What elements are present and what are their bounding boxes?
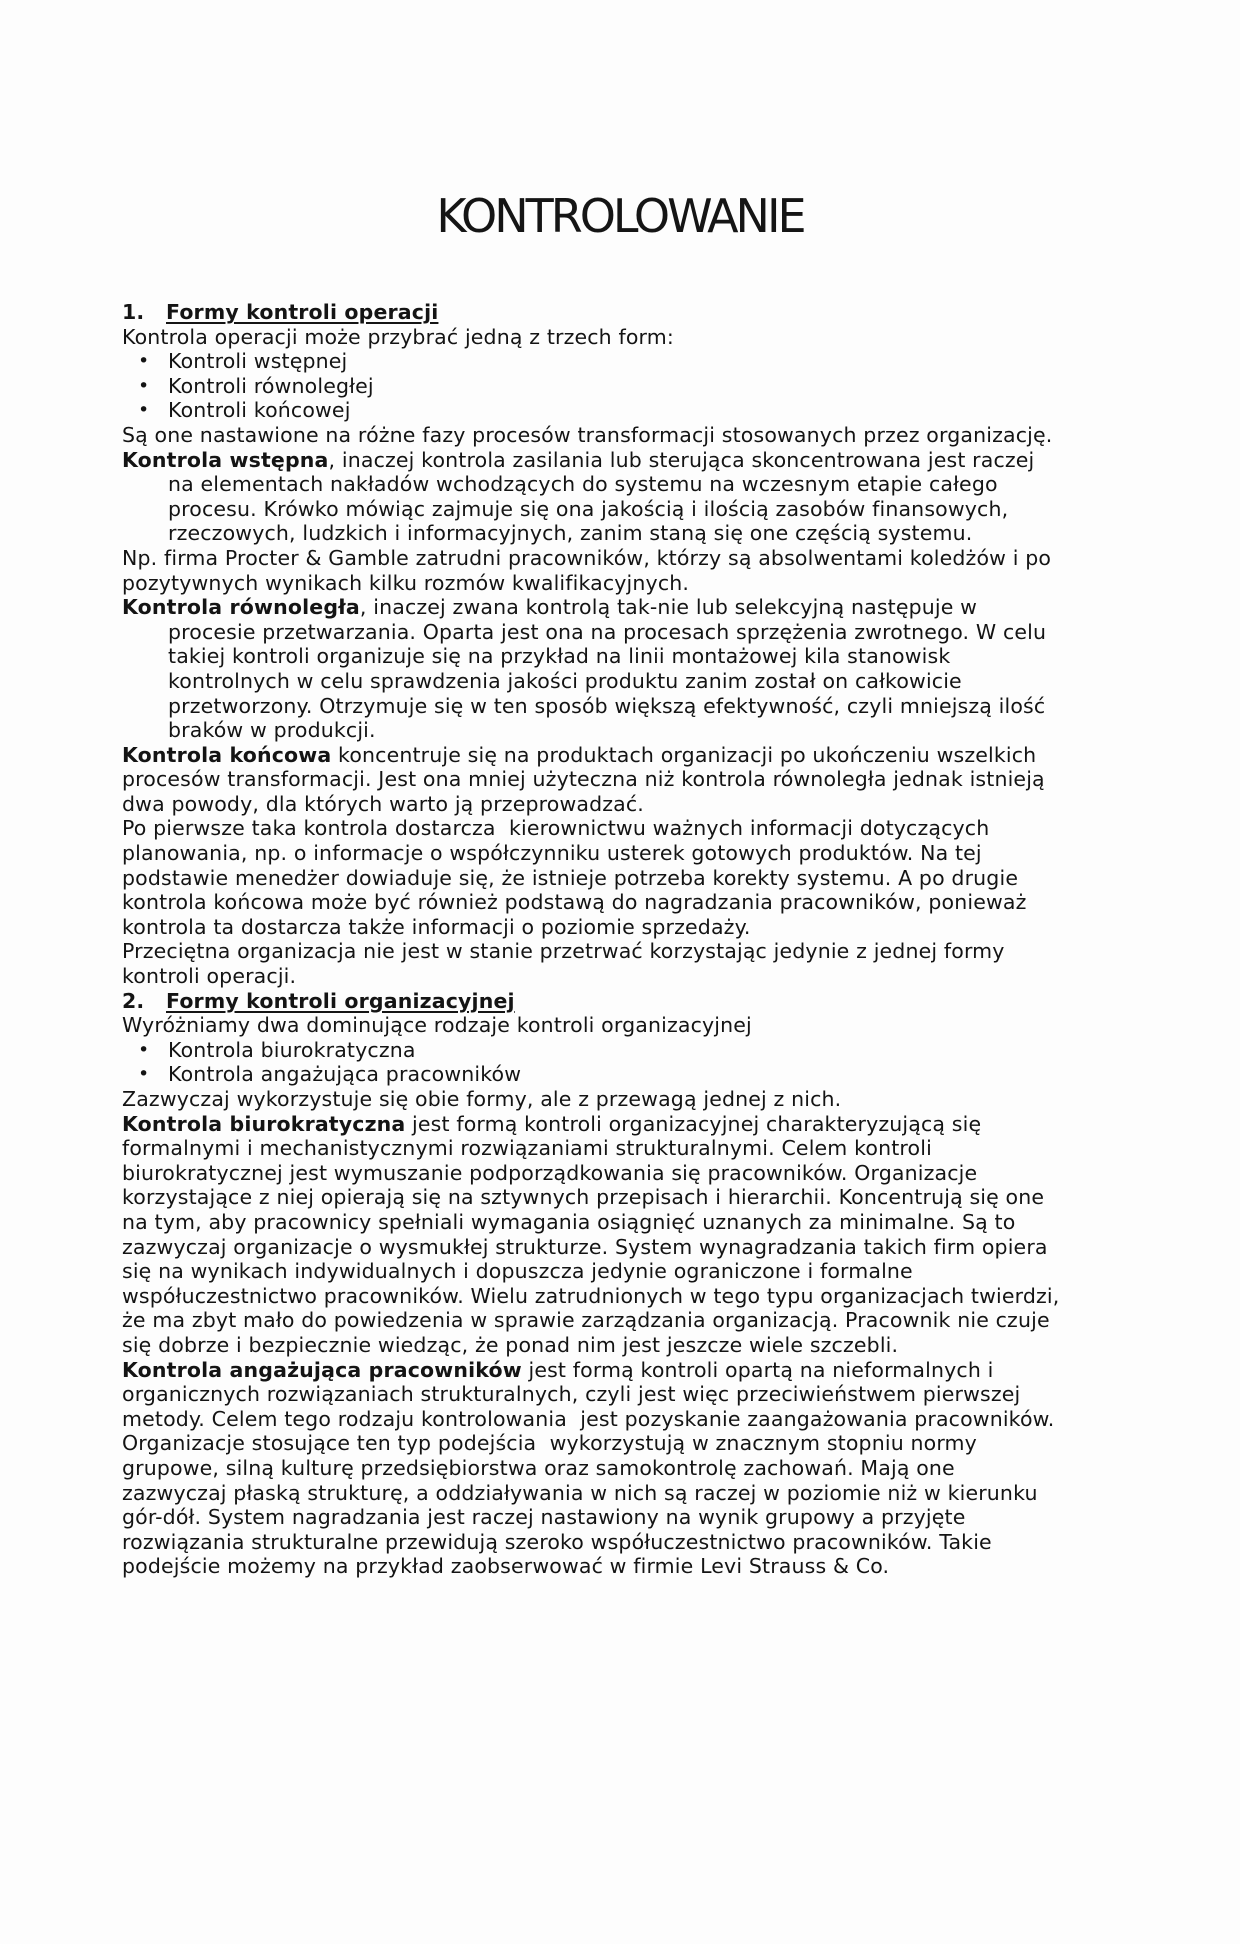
text-line <box>122 1087 1200 1112</box>
text-line <box>122 1185 1200 1210</box>
text-line <box>122 694 1200 719</box>
text-line <box>122 866 1200 891</box>
text-line <box>122 595 1200 620</box>
line-text: na elementach nakładów wchodzących do systemu na wczesnym etapie całego <box>168 472 998 497</box>
bullet-icon: • <box>138 1063 150 1086</box>
bullet-icon: • <box>138 350 150 373</box>
line-text: dwa powody, dla których warto ją przeprowadzać. <box>122 791 644 816</box>
bullet-icon: • <box>138 374 150 397</box>
text-line <box>122 1013 1200 1038</box>
document-body <box>0 300 1240 1579</box>
text-line <box>122 497 1200 522</box>
line-text: Po pierwsze taka kontrola dostarcza kierownictwu ważnych informacji dotyczących <box>122 816 990 841</box>
line-text: podstawie menedżer dowiaduje się, że istnieje potrzeba korekty systemu. A po drugie <box>122 865 1019 890</box>
text-line <box>122 1530 1200 1555</box>
line-text: Są one nastawione na różne fazy procesów transformacji stosowanych przez organizację. <box>122 422 1053 447</box>
line-text: Kontrola angażująca pracowników <box>168 1062 522 1087</box>
text-line <box>122 915 1200 940</box>
text-line <box>122 620 1200 645</box>
line-text: Przeciętna organizacja nie jest w stanie przetrwać korzystając jedynie z jednej formy <box>122 939 1005 964</box>
bullet-item <box>122 374 1200 399</box>
line-text: się na wynikach indywidualnych i dopuszcza jedynie ograniczone i formalne <box>122 1259 913 1284</box>
text-line <box>122 1284 1200 1309</box>
line-text: procesie przetwarzania. Oparta jest ona na procesach sprzężenia zwrotnego. W celu <box>168 619 1047 644</box>
line-text: grupowe, silną kulturę przedsiębiorstwa oraz samokontrolę zachowań. Mają one <box>122 1455 955 1480</box>
line-text: przetworzony. Otrzymuje się w ten sposób większą efektywność, czyli mniejszą ilość <box>168 693 1046 718</box>
line-text: Zazwyczaj wykorzystuje się obie formy, ale z przewagą jednej z nich. <box>122 1087 842 1111</box>
text-line <box>122 1407 1200 1432</box>
line-text: kontrola końcowa może być również podstawą do nagradzania pracowników, ponieważ <box>122 890 1027 915</box>
text-line <box>122 325 1200 350</box>
text-line <box>122 546 1200 571</box>
text-line <box>122 1431 1200 1456</box>
heading-number: 2. <box>122 988 145 1013</box>
text-line <box>122 1210 1200 1235</box>
text-line <box>122 767 1200 792</box>
text-line <box>122 1112 1200 1137</box>
line-text: takiej kontroli organizuje się na przykład na linii montażowej kila stanowisk <box>168 644 951 669</box>
line-text: Np. firma Procter & Gamble zatrudni pracowników, którzy są absolwentami koledżów i po <box>122 545 1052 570</box>
line-text: , inaczej kontrola zasilania lub sterująca skoncentrowana jest raczej <box>328 447 1035 472</box>
document-title: KONTROLOWANIE <box>436 189 804 243</box>
text-line <box>122 890 1200 915</box>
text-line <box>122 1358 1200 1383</box>
bold-lead-in: Kontrola równoległa <box>122 595 360 620</box>
line-text: Organizacje stosujące ten typ podejścia wykorzystują w znacznym stopniu normy <box>122 1431 977 1456</box>
line-text: rozwiązania strukturalne przewidują szeroko współuczestnictwo pracowników. Takie <box>122 1529 992 1554</box>
line-text: biurokratycznej jest wymuszanie podporządkowania się pracowników. Organizacje <box>122 1160 978 1185</box>
bold-lead-in: Kontrola angażująca pracowników <box>122 1357 522 1382</box>
bullet-item <box>122 398 1200 423</box>
line-text: że ma zbyt mało do powiedzenia w sprawie zarządzania organizacją. Pracownik nie czuje <box>122 1308 1050 1333</box>
text-line <box>122 841 1200 866</box>
line-text: kontroli operacji. <box>122 964 297 989</box>
text-line <box>122 792 1200 817</box>
bullet-item <box>122 1038 1200 1063</box>
line-text: się dobrze i bezpiecznie wiedząc, że ponad nim jest jeszcze wiele szczebli. <box>122 1332 899 1357</box>
bullet-icon: • <box>138 1038 150 1061</box>
text-line <box>122 448 1200 473</box>
line-text: jest formą kontroli opartą na nieformalnych i <box>521 1357 994 1382</box>
document-page <box>0 190 1240 1944</box>
section-heading <box>122 300 1200 325</box>
text-line <box>122 1235 1200 1260</box>
text-line <box>122 644 1200 669</box>
text-line <box>122 816 1200 841</box>
line-text: Kontroli końcowej <box>168 398 351 423</box>
text-line <box>122 472 1200 497</box>
text-line <box>122 423 1200 448</box>
text-line <box>122 1308 1200 1333</box>
line-text: jest formą kontroli organizacyjnej charakteryzującą się <box>405 1111 982 1136</box>
line-text: kontrolnych w celu sprawdzenia jakości produktu zanim został on całkowicie <box>168 668 962 693</box>
line-text: podejście możemy na przykład zaobserwować w firmie Levi Strauss & Co. <box>122 1554 890 1579</box>
text-line <box>122 718 1200 743</box>
text-line <box>122 1554 1200 1579</box>
bullet-item <box>122 1062 1200 1087</box>
section-heading <box>122 989 1200 1014</box>
text-line <box>122 1481 1200 1506</box>
text-line <box>122 1382 1200 1407</box>
text-line <box>122 1259 1200 1284</box>
line-text: braków w produkcji. <box>168 718 376 743</box>
text-line <box>122 1136 1200 1161</box>
text-line <box>122 1456 1200 1481</box>
line-text: kontrola ta dostarcza także informacji o poziomie sprzedaży. <box>122 914 751 939</box>
line-text: Wyróżniamy dwa dominujące rodzaje kontroli organizacyjnej <box>122 1013 752 1038</box>
bold-lead-in: Kontrola biurokratyczna <box>122 1111 406 1136</box>
bullet-icon: • <box>138 399 150 422</box>
line-text: procesów transformacji. Jest ona mniej użyteczna niż kontrola równoległa jednak istnieją <box>122 767 1045 792</box>
line-text: zazwyczaj płaską strukturę, a oddziaływania w nich są raczej w poziomie niż w kierunku <box>122 1480 1038 1505</box>
line-text: planowania, np. o informacje o współczynniku usterek gotowych produktów. Na tej <box>122 841 982 866</box>
line-text: Kontroli wstępnej <box>168 349 348 374</box>
text-line <box>122 669 1200 694</box>
line-text: metody. Celem tego rodzaju kontrolowania jest pozyskanie zaangażowania pracowników. <box>122 1406 1055 1431</box>
line-text: Kontrola operacji może przybrać jedną z trzech form: <box>122 324 674 349</box>
text-line <box>122 521 1200 546</box>
heading-number: 1. <box>122 300 145 324</box>
text-line <box>122 1161 1200 1186</box>
text-line <box>122 743 1200 768</box>
text-line <box>122 964 1200 989</box>
line-text: organicznych rozwiązaniach strukturalnych, czyli jest więc przeciwieństwem pierwszej <box>122 1382 1021 1407</box>
line-text: korzystające z niej opierają się na sztywnych przepisach i hierarchii. Koncentrują się one <box>122 1185 1045 1210</box>
line-text: formalnymi i mechanistycznymi rozwiązaniami strukturalnymi. Celem kontroli <box>122 1136 932 1161</box>
line-text: współuczestnictwo pracowników. Wielu zatrudnionych w tego typu organizacjach twierdzi, <box>122 1283 1060 1308</box>
bold-lead-in: Kontrola wstępna <box>122 447 329 472</box>
text-line <box>122 1505 1200 1530</box>
line-text: pozytywnych wynikach kilku rozmów kwalifikacyjnych. <box>122 570 690 595</box>
line-text: Kontroli równoległej <box>168 373 374 398</box>
line-text: gór-dół. System nagradzania jest raczej nastawiony na wynik grupowy a przyjęte <box>122 1505 966 1530</box>
line-text: Kontrola biurokratyczna <box>168 1037 416 1062</box>
text-line <box>122 571 1200 596</box>
line-text: na tym, aby pracownicy spełniali wymagania osiągnięć uznanych za minimalne. Są to <box>122 1209 1016 1234</box>
text-line <box>122 939 1200 964</box>
heading-text: Formy kontroli operacji <box>166 300 439 324</box>
line-text: rzeczowych, ludzkich i informacyjnych, zanim staną się one częścią systemu. <box>168 521 973 546</box>
bullet-item <box>122 349 1200 374</box>
line-text: procesu. Krówko mówiąc zajmuje się ona jakością i ilością zasobów finansowych, <box>168 496 1009 521</box>
line-text: zazwyczaj organizacje o wysmukłej strukturze. System wynagradzania takich firm opiera <box>122 1234 1048 1259</box>
line-text: koncentruje się na produktach organizacji po ukończeniu wszelkich <box>331 742 1037 767</box>
bold-lead-in: Kontrola końcowa <box>122 742 332 767</box>
line-text: , inaczej zwana kontrolą tak-nie lub selekcyjną następuje w <box>359 595 978 620</box>
heading-text: Formy kontroli organizacyjnej <box>166 988 515 1013</box>
text-line <box>122 1333 1200 1358</box>
